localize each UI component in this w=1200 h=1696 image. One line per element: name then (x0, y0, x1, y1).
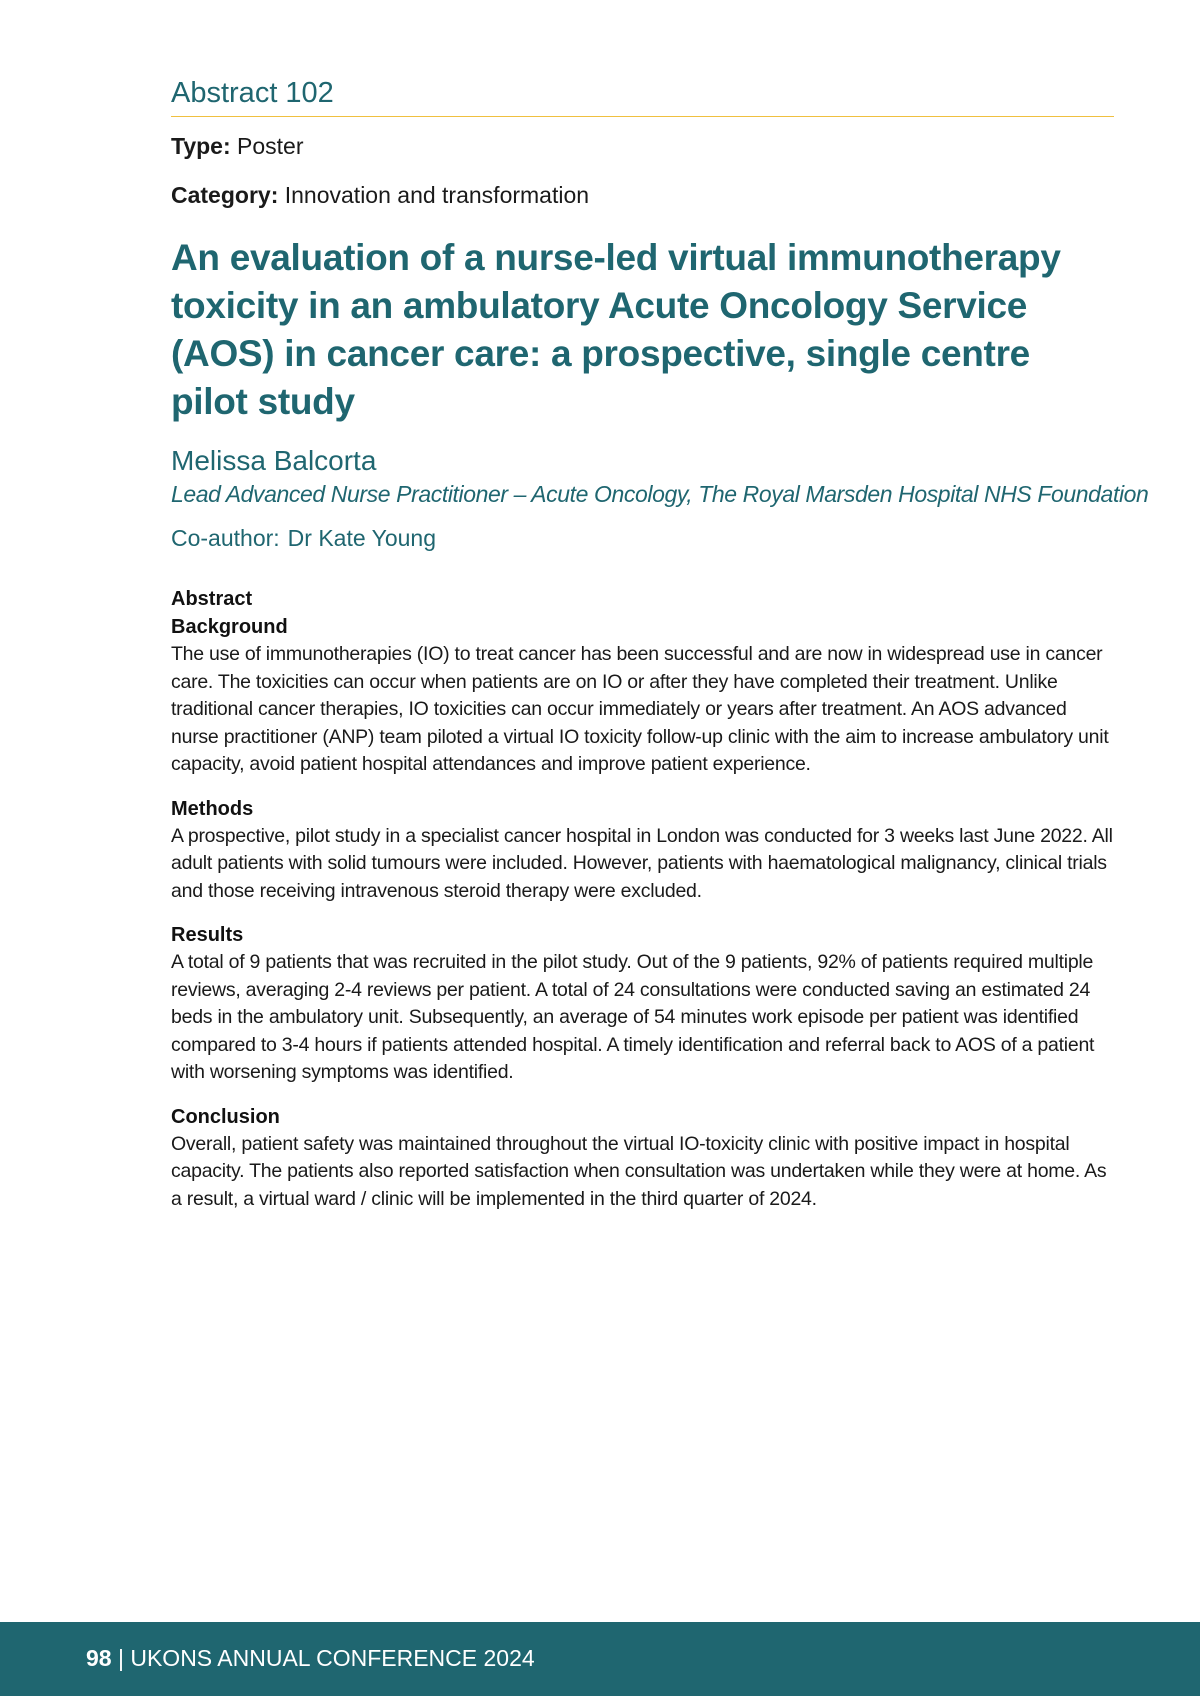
category-line (171, 182, 1114, 210)
page-number: 98 (86, 1645, 112, 1671)
section-conclusion (171, 1103, 1114, 1214)
coauthor-name: Dr Kate Young (287, 525, 437, 552)
footer-separator: | (117, 1645, 124, 1671)
section-heading: Background (171, 616, 288, 639)
coauthor-label: Co-author: (171, 525, 280, 552)
abstract-number: Abstract 102 (171, 76, 1114, 117)
type-label: Type: (171, 132, 231, 159)
conference-name: UKONS ANNUAL CONFERENCE 2024 (130, 1645, 535, 1671)
section-heading: Results (171, 924, 244, 947)
page-content (171, 76, 1149, 1213)
paper-title: An evaluation of a nurse-led virtual immunotherapy toxicity in an ambulatory Acute Oncology Service (AOS) in cancer care: a prospective, single centre pilot study (171, 236, 1061, 422)
abstract-heading: Abstract (171, 588, 253, 611)
section-heading: Conclusion (171, 1105, 280, 1128)
section-background (171, 613, 1114, 779)
section-text: A total of 9 patients that was recruited in the pilot study. Out of the 9 patients, 92% of patients required multiple reviews, averaging 2-4 reviews per patient. A total of 24 consultations were conducted saving an estimated 24 beds in the ambulatory unit. Subsequently, an average of 54 minutes work episode per patient was identified compared to 3-4 hours if patients attended hospital. A timely identification and referral back to AOS of a patient with worsening symptoms was identified. (171, 951, 1095, 1084)
section-heading: Methods (171, 797, 254, 820)
type-value: Poster (237, 132, 304, 159)
section-methods (171, 795, 1114, 906)
section-text: The use of immunotherapies (IO) to treat cancer has been successful and are now in widespread use in cancer care. The toxicities can occur when patients are on IO or after they have completed their treatment. Unlike traditional cancer therapies, IO toxicities can occur immediately or years after treatment. An AOS advanced nurse practitioner (ANP) team piloted a virtual IO toxicity follow-up clinic with the aim to increase ambulatory unit capacity, avoid patient hospital attendances and improve patient experience. (171, 643, 1109, 776)
section-results (171, 921, 1114, 1087)
category-label: Category: (171, 182, 279, 209)
section-text: A prospective, pilot study in a specialist cancer hospital in London was conducted for 3 weeks last June 2022. All adult patients with solid tumours were included. However, patients with haematological malignancy, clinical trials and those receiving intravenous steroid therapy were excluded. (171, 824, 1113, 902)
author-name: Melissa Balcorta (171, 444, 377, 476)
category-value: Innovation and transformation (284, 182, 590, 209)
footer (86, 1645, 535, 1673)
author-role: Lead Advanced Nurse Practitioner – Acute Oncology, The Royal Marsden Hospital NHS Foundation (171, 480, 1149, 507)
type-line (171, 133, 1114, 161)
coauthor-line (171, 524, 1114, 553)
section-text: Overall, patient safety was maintained throughout the virtual IO-toxicity clinic with positive impact in hospital capacity. The patients also reported satisfaction when consultation was undertaken while they were at home. As a result, a virtual ward / clinic will be implemented in the third quarter of 2024. (171, 1132, 1107, 1210)
